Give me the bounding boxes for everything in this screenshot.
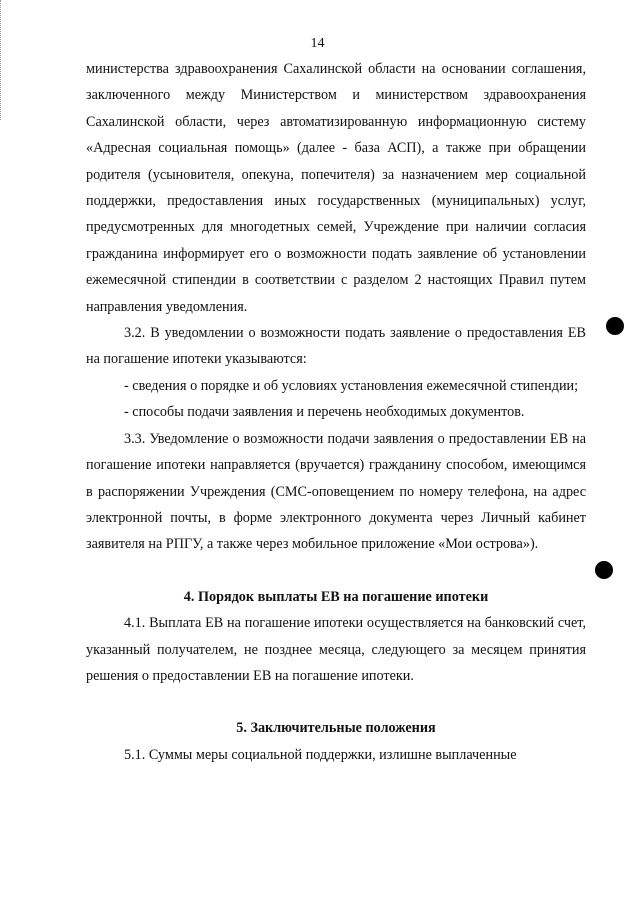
list-item-3-2-a: - сведения о порядке и об условиях установления ежемесячной стипендии; xyxy=(124,377,579,394)
paragraph-4-1: 4.1. Выплата ЕВ на погашение ипотеки осуществляется на банковский счет, указанный получателем, не позднее месяца, следующего за месяцем принятия решения о предоставлении ЕВ на погашение ипотеки. xyxy=(86,615,586,684)
scan-edge-marks xyxy=(0,0,4,120)
paragraph-3-3: 3.3. Уведомление о возможности подачи заявления о предоставлении ЕВ на погашение ипотеки направляется (вручается) гражданину способом, имеющимся в распоряжении Учреждения (СМС-оповещением по номеру телефона, на адрес электронной почты, в форме электронного документа через Личный кабинет заявителя на РПГУ, а также через мобильное приложение «Мои острова»). xyxy=(86,430,586,553)
paragraph-continuation: министерства здравоохранения Сахалинской области на основании соглашения, заключенного между Министерством и министерством здравоохранения Сахалинской области, через автоматизированную информационную систему «Адресная социальная помощь» (далее - база АСП), а также при обращении родителя (усыновителя, опекуна, попечителя) за назначением мер социальной поддержки, предоставления иных государственных (муниципальных) услуг, предусмотренных для многодетных семей, Учреждение при наличии согласия гражданина информирует его о возможности подать заявление об установлении ежемесячной стипендии в соответствии с разделом 2 настоящих Правил путем направления уведомления. xyxy=(86,61,586,315)
section-heading-4: 4. Порядок выплаты ЕВ на погашение ипотеки xyxy=(183,588,489,605)
punch-hole-icon xyxy=(606,317,624,335)
spacer xyxy=(86,558,586,584)
list-item-3-2-b: - способы подачи заявления и перечень необходимых документов. xyxy=(124,404,525,421)
punch-hole-icon xyxy=(595,561,613,579)
paragraph-3-2: 3.2. В уведомлении о возможности подать заявление о предоставления ЕВ на погашение ипотеки указываются: xyxy=(86,325,586,368)
document-body xyxy=(86,56,586,768)
section-heading-5: 5. Заключительные положения xyxy=(236,720,436,737)
paragraph-5-1: 5.1. Суммы меры социальной поддержки, излишне выплаченные xyxy=(124,746,517,763)
spacer xyxy=(86,689,586,715)
page-number: 14 xyxy=(310,36,325,51)
